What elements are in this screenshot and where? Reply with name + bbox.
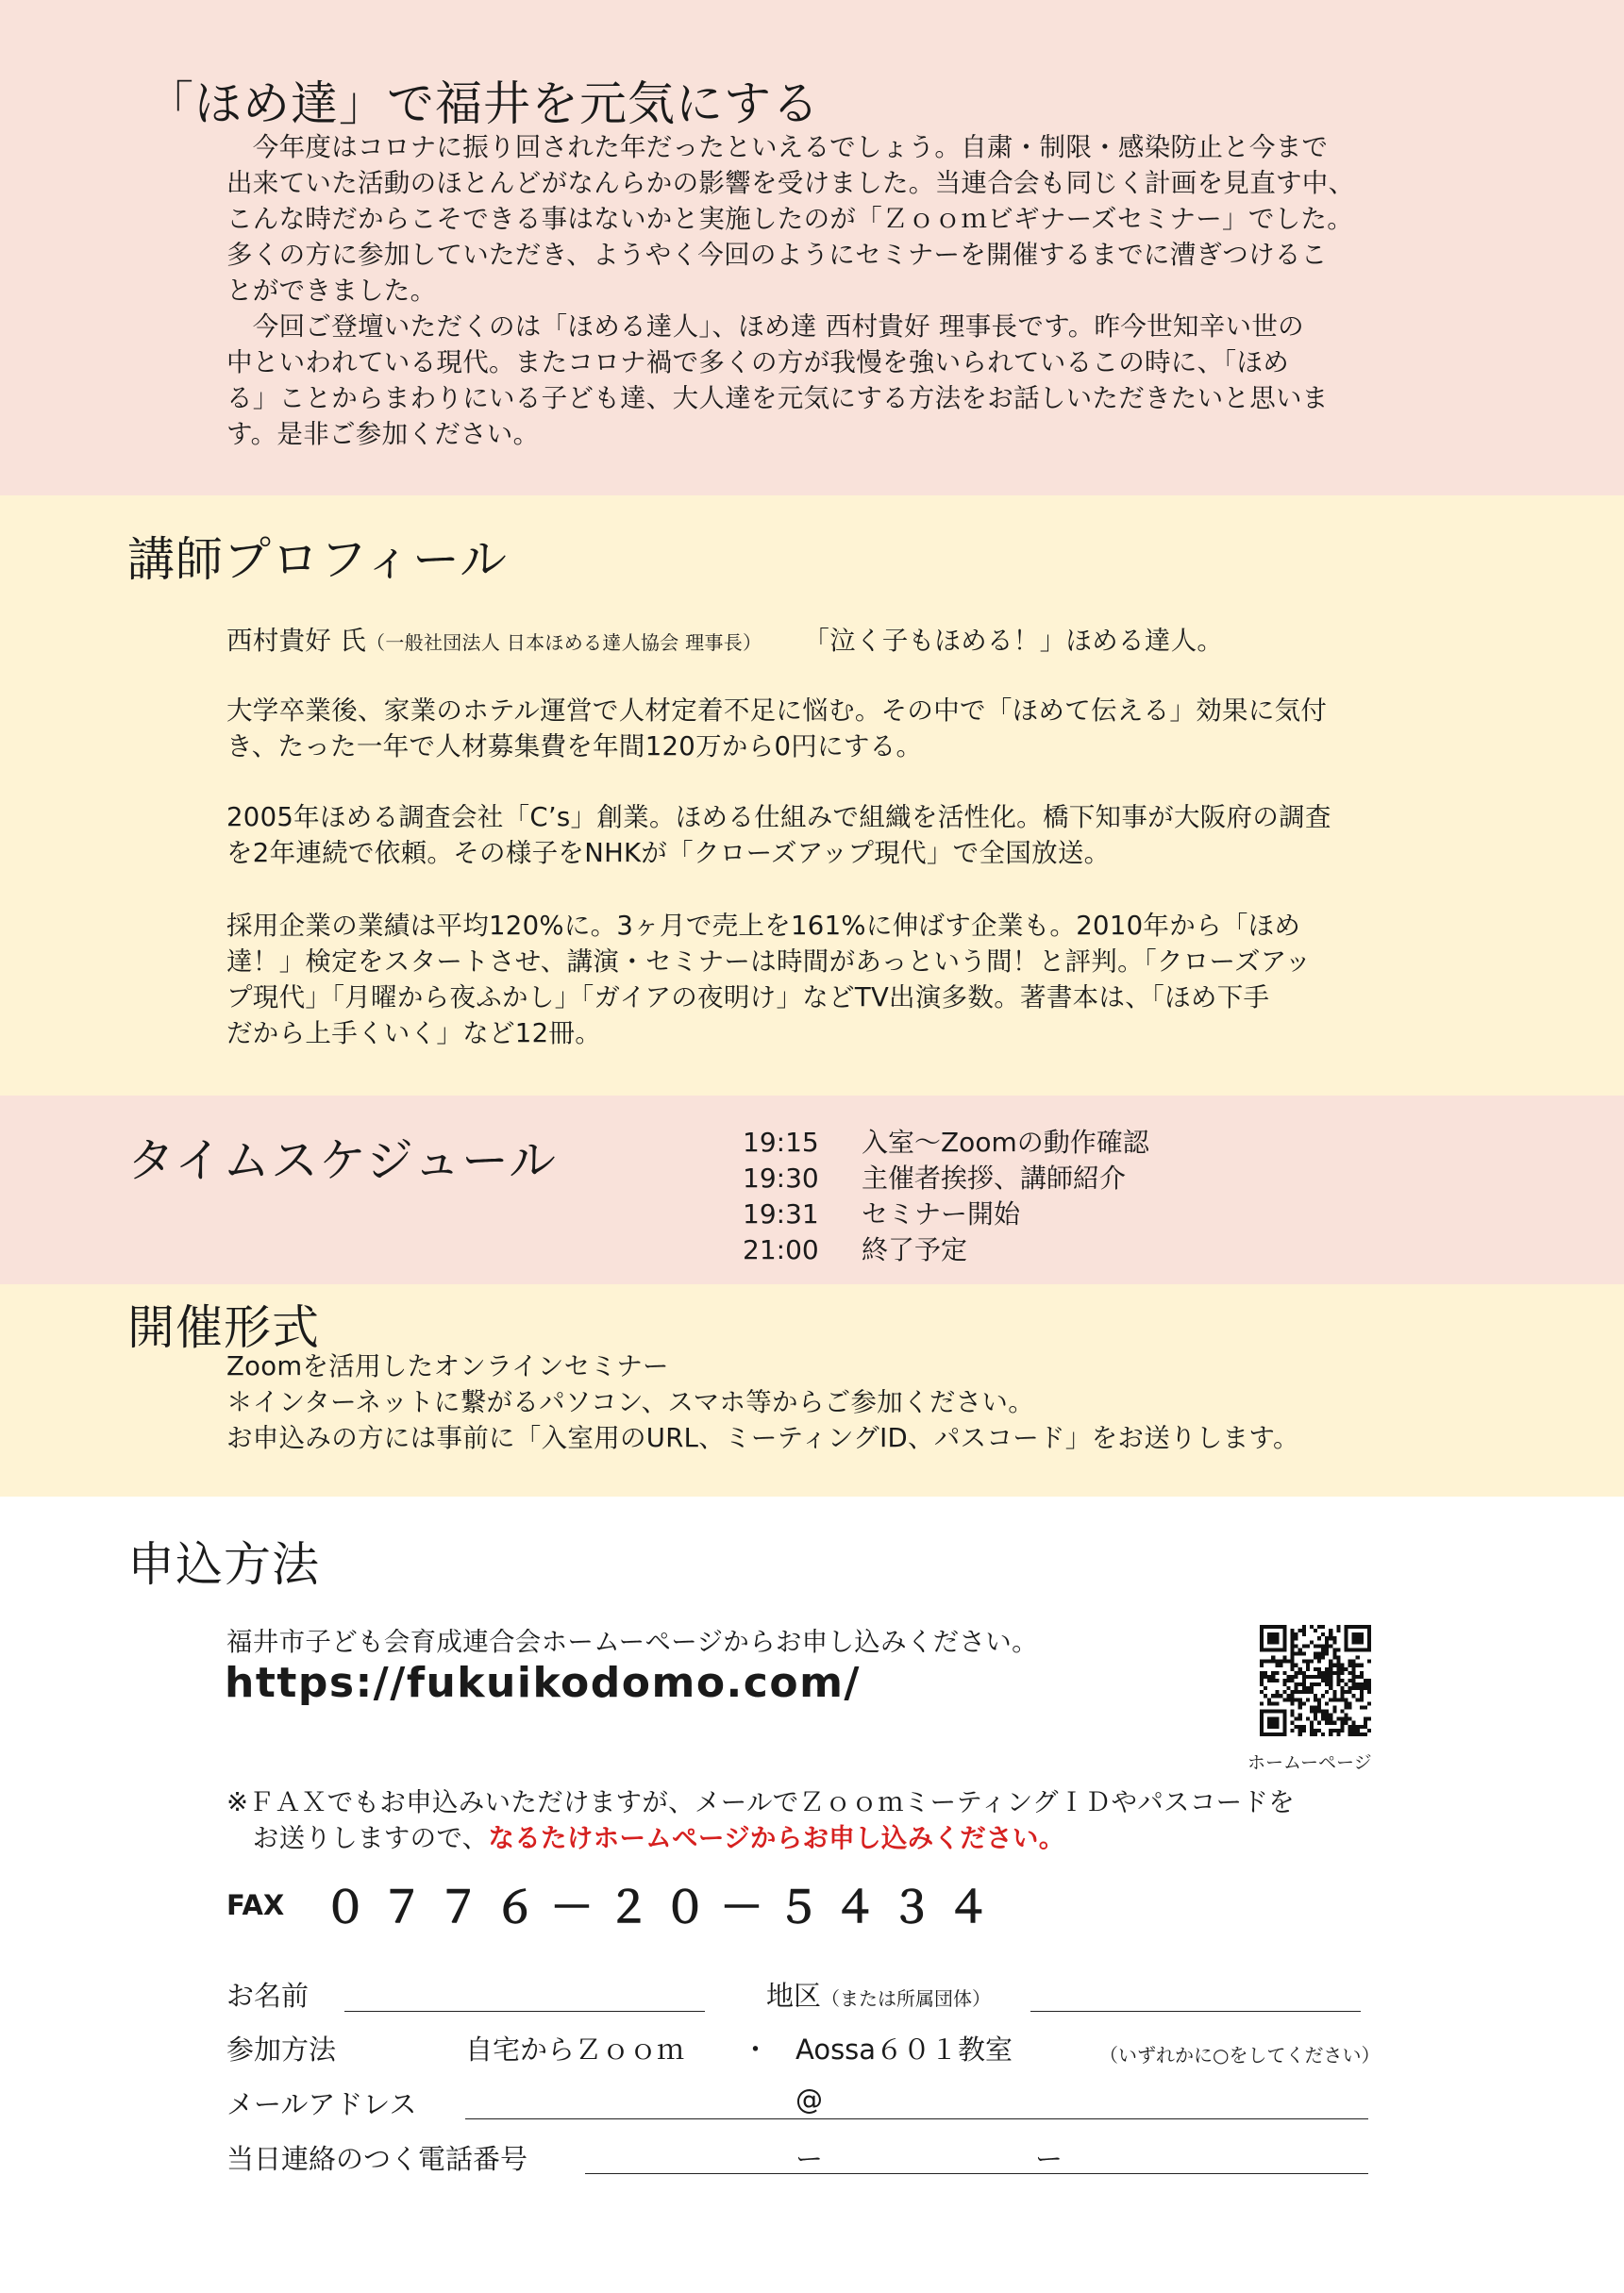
profile-heading: 講師プロフィール xyxy=(127,532,508,587)
intro-line: 出来ていた活動のほとんどがなんらかの影響を受けました。当連合会も同じく計画を見直す中、 xyxy=(226,168,1355,198)
schedule-event: 主催者挨拶、講師紹介 xyxy=(862,1163,1127,1194)
schedule-row xyxy=(743,1197,1149,1232)
qr-code-icon[interactable] xyxy=(1260,1625,1371,1736)
format-body xyxy=(226,1348,1299,1456)
intro-line: る」ことからまわりにいる子ども達、大人達を元気にする方法をお話しいただきたいと思いま xyxy=(226,383,1329,413)
profile-line: プ現代」「月曜から夜ふかし」「ガイアの夜明け」などTV出演多数。著書本は、「ほめ下手 xyxy=(226,982,1270,1013)
schedule-row xyxy=(743,1161,1149,1197)
schedule-row xyxy=(743,1125,1149,1161)
option-room[interactable]: Aossa６０１教室 xyxy=(795,2034,1013,2066)
fax-note-line2: お送りしますので、なるたけホームページからお申し込みください。 xyxy=(226,1823,1065,1853)
email-field[interactable] xyxy=(465,2118,1368,2119)
intro-line: こんな時だからこそできる事はないかと実施したのが「Ｚｏｏｍビギナーズセミナー」でした。 xyxy=(226,204,1354,234)
intro-line: す。是非ご参加ください。 xyxy=(226,419,540,449)
schedule-list xyxy=(743,1125,1149,1268)
profile-line: 2005年ほめる調査会社「C’s」創業。ほめる仕組みで組織を活性化。橋下知事が大阪府の調査 xyxy=(226,802,1331,832)
name-label: お名前 xyxy=(226,1980,310,2012)
intro-line: 多くの方に参加していただき、ようやく今回のようにセミナーを開催するまでに漕ぎつけるこ xyxy=(226,240,1328,270)
format-line: お申込みの方には事前に「入室用のURL、ミーティングID、パスコード」をお送りします。 xyxy=(226,1423,1299,1453)
intro-line: 今回ご登壇いただくのは「ほめる達人」、ほめ達 西村貴好 理事長です。昨今世知辛い世の xyxy=(226,311,1304,342)
intro-line: とができました。 xyxy=(226,276,437,306)
profile-line: 採用企業の業績は平均120%に。3ヶ月で売上を161%に伸ばす企業も。2010年から「ほめ xyxy=(226,911,1301,941)
profile-line: 達！」検定をスタートさせ、講演・セミナーは時間があっという間！と評判。「クローズアッ xyxy=(226,946,1312,977)
qr-caption: ホームーページ xyxy=(1247,1752,1372,1773)
profile-line: 大学卒業後、家業のホテル運営で人材定着不足に悩む。その中で「ほめて伝える」効果に気付 xyxy=(226,695,1328,726)
intro-line: 今年度はコロナに振り回された年だったといえるでしょう。自粛・制限・感染防止と今まで xyxy=(226,132,1329,162)
option-separator: ・ xyxy=(742,2034,770,2066)
profile-line: き、たった一年で人材募集費を年間120万から0円にする。 xyxy=(226,731,923,762)
profile-paragraph xyxy=(226,908,1311,1051)
fax-note-emphasis: なるたけホームページからお申し込みください。 xyxy=(488,1823,1065,1853)
method-label: 参加方法 xyxy=(226,2034,337,2066)
speaker-tagline: 「泣く子もほめる！」ほめる達人。 xyxy=(803,626,1224,656)
schedule-event: 終了予定 xyxy=(862,1234,968,1265)
method-note: （いずれかに○をしてください） xyxy=(1099,2044,1381,2067)
fax-note-line: ※ＦＡＸでもお申込みいただけますが、メールでＺｏｏｍミーティングＩＤやパスコードを xyxy=(226,1787,1296,1817)
phone-field[interactable] xyxy=(585,2173,1368,2174)
profile-name-line xyxy=(226,623,1223,661)
phone-dash: ー xyxy=(795,2143,824,2175)
fax-number: ０７７６－２０－５４３４ xyxy=(324,1882,1003,1933)
district-field[interactable] xyxy=(1030,2011,1361,2012)
format-line: ＊インターネットに繋がるパソコン、スマホ等からご参加ください。 xyxy=(226,1387,1035,1417)
district-note: （または所属団体） xyxy=(821,1987,992,2010)
speaker-affiliation: （一般社団法人 日本ほめる達人協会 理事長） xyxy=(366,631,762,654)
fax-label: FAX xyxy=(226,1889,285,1921)
schedule-event: 入室～Zoomの動作確認 xyxy=(862,1127,1149,1158)
option-home[interactable]: 自宅からＺｏｏｍ xyxy=(465,2034,685,2066)
intro-body xyxy=(226,129,1354,452)
profile-paragraph xyxy=(226,693,1327,764)
profile-line: を2年連続で依頼。その様子をNHKが「クローズアップ現代」で全国放送。 xyxy=(226,838,1111,868)
phone-dash: ー xyxy=(1035,2143,1063,2175)
email-at-sign: @ xyxy=(795,2084,823,2116)
profile-paragraph xyxy=(226,799,1331,871)
apply-url-link[interactable]: https://fukuikodomo.com/ xyxy=(225,1659,861,1707)
profile-line: だから上手くいく」など12冊。 xyxy=(226,1018,601,1048)
schedule-row xyxy=(743,1232,1149,1268)
schedule-event: セミナー開始 xyxy=(862,1198,1021,1230)
apply-intro: 福井市子ども会育成連合会ホームーページからお申し込みください。 xyxy=(226,1627,1038,1657)
phone-label: 当日連絡のつく電話番号 xyxy=(226,2143,528,2175)
apply-heading: 申込方法 xyxy=(127,1537,320,1592)
schedule-heading: タイムスケジュール xyxy=(127,1133,557,1188)
schedule-time: 21:00 xyxy=(743,1234,819,1265)
schedule-time: 19:15 xyxy=(743,1127,819,1158)
intro-line: 中といわれている現代。またコロナ禍で多くの方が我慢を強いられているこの時に、「ほめ xyxy=(226,347,1290,377)
format-line: Zoomを活用したオンラインセミナー xyxy=(226,1351,669,1381)
intro-title: 「ほめ達」で福井を元気にする xyxy=(146,76,820,131)
district-label: 地区（または所属団体） xyxy=(766,1980,992,2012)
speaker-name: 西村貴好 氏 xyxy=(226,626,367,656)
format-heading: 開催形式 xyxy=(127,1300,320,1355)
schedule-time: 19:31 xyxy=(743,1198,819,1230)
name-field[interactable] xyxy=(344,2011,705,2012)
email-label: メールアドレス xyxy=(226,2088,417,2120)
schedule-time: 19:30 xyxy=(743,1163,819,1194)
fax-note xyxy=(226,1784,1295,1856)
